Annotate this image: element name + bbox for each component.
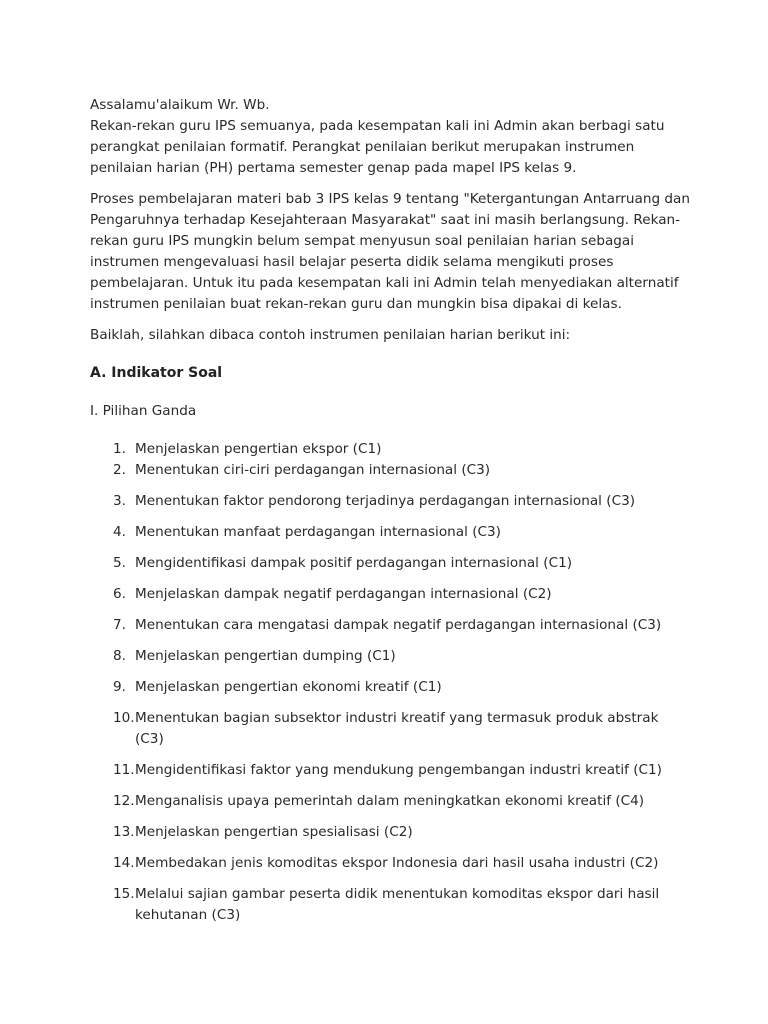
list-item-number: 9. — [113, 679, 126, 695]
list-item — [90, 553, 690, 574]
list-item-text: Menentukan ciri-ciri perdagangan internasional (C3) — [135, 462, 491, 478]
list-item-text: Mengidentifikasi faktor yang mendukung pengembangan industri kreatif (C1) — [135, 762, 662, 778]
list-item-text: Menentukan manfaat perdagangan internasional (C3) — [135, 524, 501, 540]
list-item-text: Melalui sajian gambar peserta didik menentukan komoditas ekspor dari hasil kehutanan (C3) — [135, 886, 660, 923]
list-item-text: Menentukan bagian subsektor industri kreatif yang termasuk produk abstrak (C3) — [135, 710, 659, 747]
list-item-text: Menjelaskan pengertian ekonomi kreatif (C1) — [135, 679, 442, 695]
list-item-text: Menjelaskan pengertian spesialisasi (C2) — [135, 824, 413, 840]
list-item-text: Menganalisis upaya pemerintah dalam meningkatkan ekonomi kreatif (C4) — [135, 793, 645, 809]
list-item-number: 10. — [113, 710, 135, 726]
list-item — [90, 822, 690, 843]
list-item-text: Membedakan jenis komoditas ekspor Indonesia dari hasil usaha industri (C2) — [135, 855, 659, 871]
list-item-text: Menjelaskan pengertian ekspor (C1) — [135, 441, 382, 457]
list-item-text: Menentukan cara mengatasi dampak negatif perdagangan internasional (C3) — [135, 617, 662, 633]
list-item — [90, 677, 690, 698]
list-item-number: 7. — [113, 617, 126, 633]
list-item-number: 8. — [113, 648, 126, 664]
list-item — [90, 584, 690, 605]
list-item-number: 1. — [113, 441, 126, 457]
list-item — [90, 439, 690, 460]
greeting: Assalamu'alaikum Wr. Wb. — [90, 97, 270, 113]
list-item-number: 11. — [113, 762, 135, 778]
list-item-number: 14. — [113, 855, 135, 871]
invitation-paragraph: Baiklah, silahkan dibaca contoh instrumen penilaian harian berikut ini: — [90, 327, 571, 343]
list-item — [90, 791, 690, 812]
list-item-text: Menjelaskan dampak negatif perdagangan internasional (C2) — [135, 586, 552, 602]
section-heading: A. Indikator Soal — [90, 365, 223, 381]
list-item-text: Mengidentifikasi dampak positif perdagangan internasional (C1) — [135, 555, 573, 571]
list-item — [90, 708, 690, 750]
list-item-number: 12. — [113, 793, 135, 809]
list-item-number: 6. — [113, 586, 126, 602]
context-paragraph: Proses pembelajaran materi bab 3 IPS kelas 9 tentang "Ketergantungan Antarruang dan Pengaruhnya terhadap Kesejahteraan Masyarakat" saat ini masih berlangsung. Rekan-rekan guru IPS mungkin belum sempat menyusun soal penilaian harian sebagai instrumen mengevaluasi hasil belajar peserta didik selama mengikuti proses pembelajaran. Untuk itu pada kesempatan kali ini Admin telah menyediakan alternatif instrumen penilaian buat rekan-rekan guru dan mungkin bisa dipakai di kelas. — [90, 191, 690, 312]
list-item-number: 13. — [113, 824, 135, 840]
list-item — [90, 491, 690, 512]
list-item — [90, 884, 690, 926]
list-item-number: 3. — [113, 493, 126, 509]
list-item — [90, 522, 690, 543]
list-item-text: Menentukan faktor pendorong terjadinya perdagangan internasional (C3) — [135, 493, 636, 509]
list-item — [90, 760, 690, 781]
list-item-number: 2. — [113, 462, 126, 478]
list-item — [90, 460, 690, 481]
intro-paragraph: Rekan-rekan guru IPS semuanya, pada kesempatan kali ini Admin akan berbagi satu perangkat penilaian formatif. Perangkat penilaian berikut merupakan instrumen penilaian harian (PH) pertama semester genap pada mapel IPS kelas 9. — [90, 118, 665, 176]
list-item — [90, 615, 690, 636]
list-item — [90, 646, 690, 667]
list-item-number: 15. — [113, 886, 135, 902]
document-page — [90, 95, 690, 936]
list-item-text: Menjelaskan pengertian dumping (C1) — [135, 648, 396, 664]
list-item-number: 5. — [113, 555, 126, 571]
list-item — [90, 853, 690, 874]
indicator-list — [90, 439, 690, 926]
list-item-number: 4. — [113, 524, 126, 540]
section-subheading: I. Pilihan Ganda — [90, 403, 197, 419]
